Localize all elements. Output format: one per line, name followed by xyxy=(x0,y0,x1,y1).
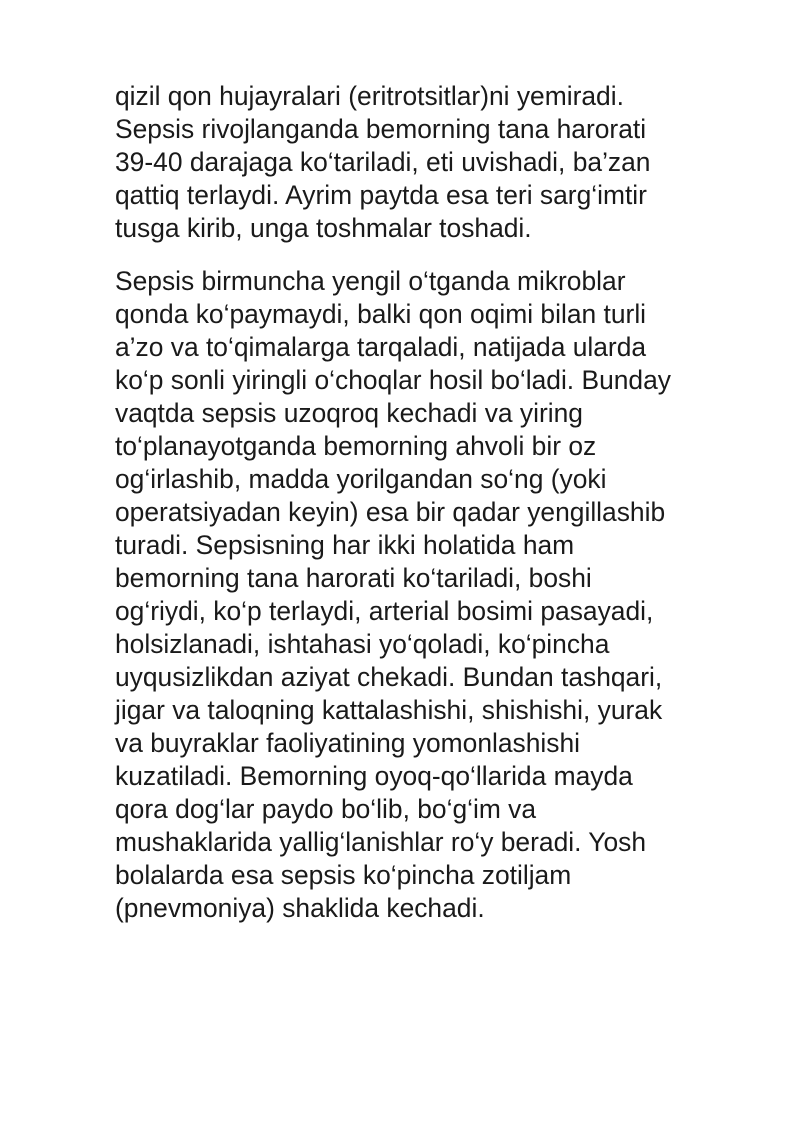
text-line: vaqtda sepsis uzoqroq kechadi va yiring xyxy=(115,398,583,428)
text-line: bemorning tana harorati ko‘tariladi, boshi xyxy=(115,563,592,593)
text-line: holsizlanadi, ishtahasi yo‘qoladi, ko‘pincha xyxy=(115,629,610,659)
text-line: (pnevmoniya) shaklida kechadi. xyxy=(115,893,485,923)
text-line: va buyraklar faoliyatining yomonlashishi xyxy=(115,728,581,758)
text-line: jigar va taloqning kattalashishi, shishishi, yurak xyxy=(115,695,663,725)
text-line: og‘irlashib, madda yorilgandan so‘ng (yoki xyxy=(115,464,607,494)
paragraph-2 xyxy=(115,265,740,925)
text-line: turadi. Sepsisning har ikki holatida ham xyxy=(115,530,575,560)
document-page xyxy=(115,80,740,925)
text-line: uyqusizlikdan aziyat chekadi. Bundan tashqari, xyxy=(115,662,663,692)
text-line: operatsiyadan keyin) esa bir qadar yengillashib xyxy=(115,497,666,527)
text-line: a’zo va to‘qimalarga tarqaladi, natijada ularda xyxy=(115,332,647,362)
text-line: bolalarda esa sepsis ko‘pincha zotiljam xyxy=(115,860,572,890)
text-line: og‘riydi, ko‘p terlaydi, arterial bosimi pasayadi, xyxy=(115,596,654,626)
text-line: kuzatiladi. Bemorning oyoq-qo‘llarida mayda xyxy=(115,761,633,791)
text-line: qattiq terlaydi. Ayrim paytda esa teri sarg‘imtir xyxy=(115,180,647,210)
text-line: qonda ko‘paymaydi, balki qon oqimi bilan turli xyxy=(115,299,647,329)
text-line: ko‘p sonli yiringli o‘choqlar hosil bo‘ladi. Bunday xyxy=(115,365,671,395)
text-line: qizil qon hujayralari (eritrotsitlar)ni yemiradi. xyxy=(115,81,624,111)
text-line: Sepsis rivojlanganda bemorning tana harorati xyxy=(115,114,647,144)
text-line: 39-40 darajaga ko‘tariladi, eti uvishadi, ba’zan xyxy=(115,147,651,177)
paragraph-1 xyxy=(115,80,740,245)
text-line: qora dog‘lar paydo bo‘lib, bo‘g‘im va xyxy=(115,794,537,824)
text-line: tusga kirib, unga toshmalar toshadi. xyxy=(115,213,532,243)
text-line: Sepsis birmuncha yengil o‘tganda mikroblar xyxy=(115,266,626,296)
text-line: to‘planayotganda bemorning ahvoli bir oz xyxy=(115,431,597,461)
text-line: mushaklarida yallig‘lanishlar ro‘y beradi. Yosh xyxy=(115,827,647,857)
